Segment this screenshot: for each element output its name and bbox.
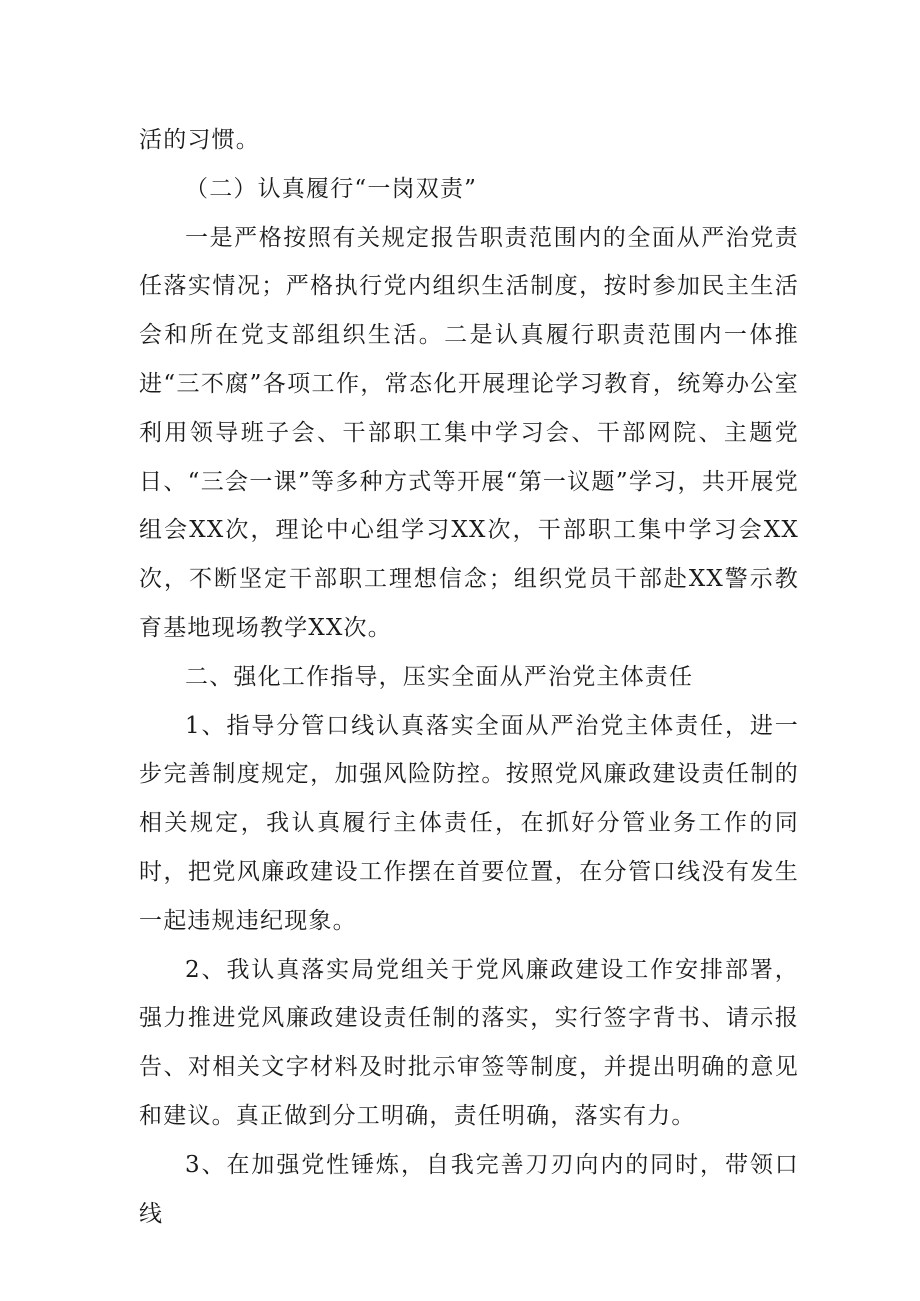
paragraph-item-2: 2、我认真落实局党组关于党风廉政建设工作安排部署，强力推进党风廉政建设责任制的落实，实行签字背书、请示报告、对相关文字材料及时批示审签等制度，并提出明确的意见和建议。真正做到分工明确，责任明确，落实有力。 <box>139 956 799 1129</box>
section-heading-work-guidance: 二、强化工作指导，压实全面从严治党主体责任 <box>185 663 694 690</box>
section-heading-fulfill-duties: （二）认真履行“一岗双责” <box>185 175 478 202</box>
paragraph-duties-detail: 一是严格按照有关规定报告职责范围内的全面从严治党责任落实情况；严格执行党内组织生活制度，按时参加民主生活会和所在党支部组织生活。二是认真履行职责范围内一体推进“三不腐”各项工作，常态化开展理论学习教育，统筹办公室利用领导班子会、干部职工集中学习会、干部网院、主题党日、“三会一课”等多种方式等开展“第一议题”学习，共开展党组会XX次，理论中心组学习XX次，干部职工集中学习会XX次，不断坚定干部职工理想信念；组织党员干部赴XX警示教育基地现场教学XX次。 <box>139 224 799 641</box>
paragraph-item-3: 3、在加强党性锤炼，自我完善刀刃向内的同时，带领口线 <box>139 1151 799 1227</box>
paragraph-item-1: 1、指导分管口线认真落实全面从严治党主体责任，进一步完善制度规定，加强风险防控。按照党风廉政建设责任制的相关规定，我认真履行主体责任，在抓好分管业务工作的同时，把党风廉政建设工作摆在首要位置，在分管口线没有发生一起违规违纪现象。 <box>139 712 799 934</box>
document-body <box>139 116 799 1238</box>
paragraph-continuation: 活的习惯。 <box>139 127 260 153</box>
